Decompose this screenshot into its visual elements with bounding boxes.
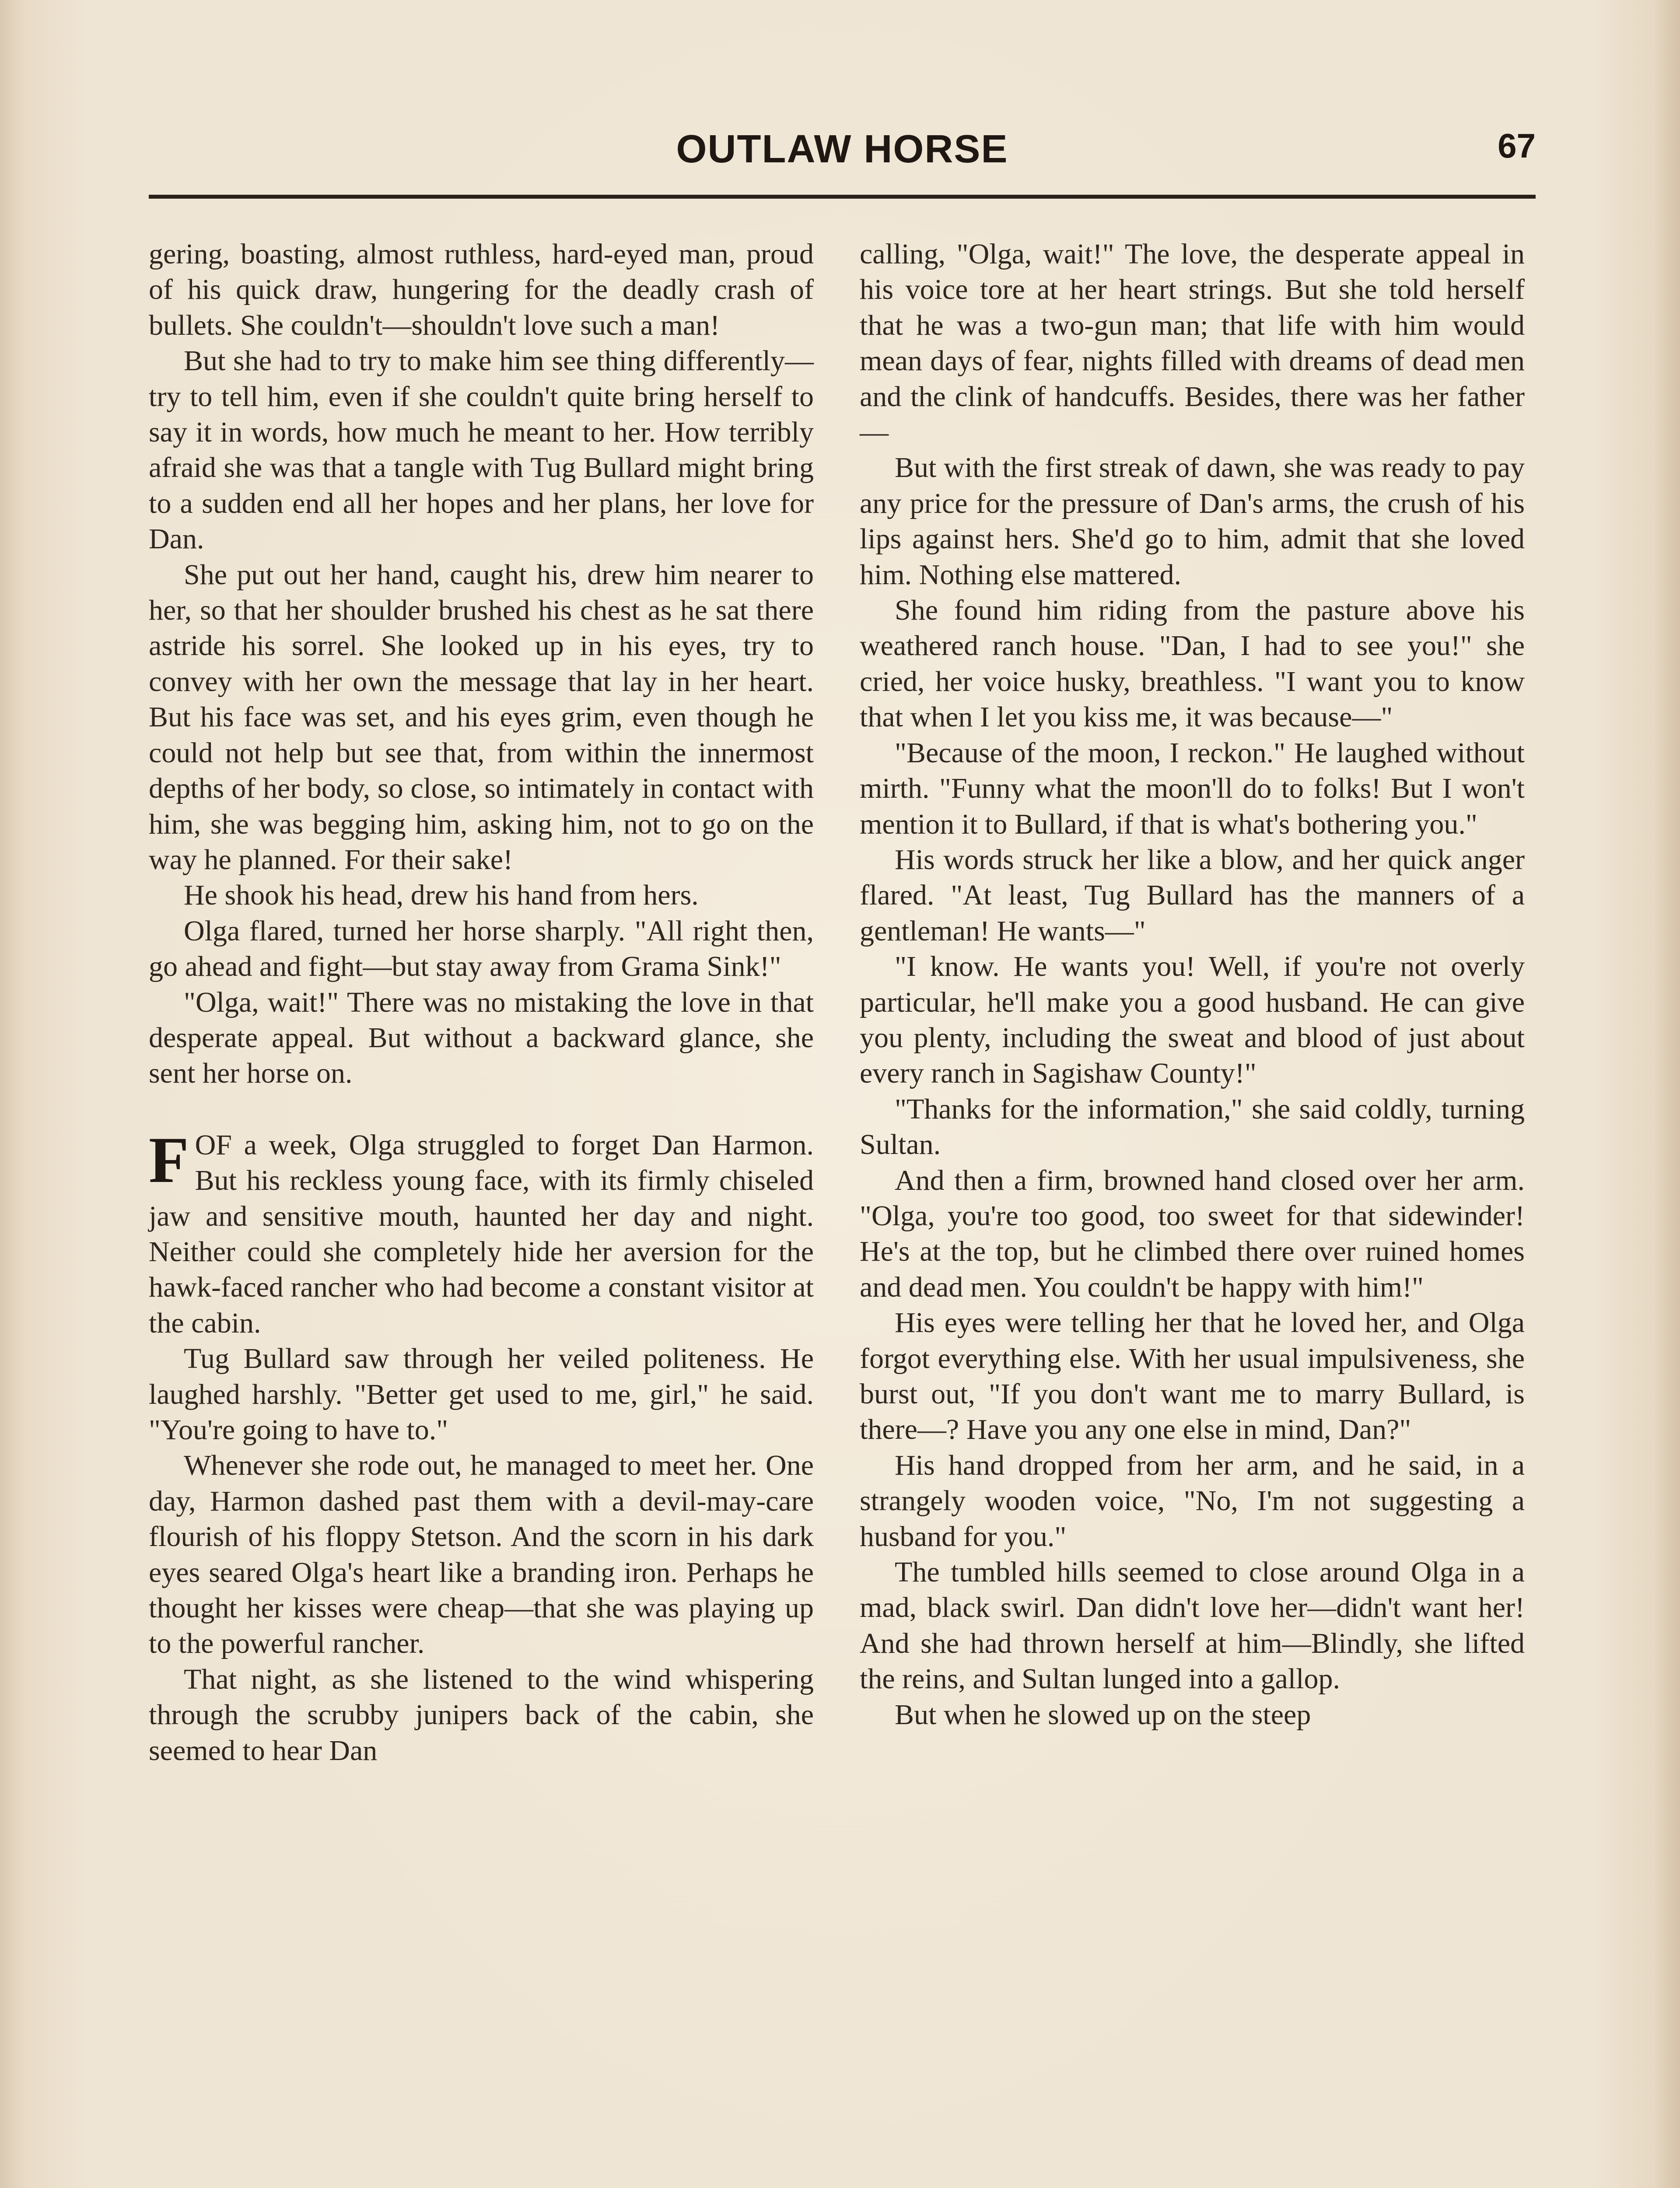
paragraph: But when he slowed up on the steep: [895, 1698, 1311, 1731]
paragraph: "Thanks for the information," she said coldly, turning Sultan.: [860, 1093, 1525, 1161]
right-column: [860, 236, 1525, 1732]
story-title: OUTLAW HORSE: [676, 127, 1008, 171]
paragraph: She put out her hand, caught his, drew him nearer to her, so that her shoulder brushed his chest as he sat there astride his sorrel. She looked up in his eyes, try to convey with her own the message that lay in her heart. But his face was set, and his eyes grim, even though he could not help but see that, from within the innermost depths of her body, so close, so intimately in contact with him, she was begging him, asking him, not to go on the way he planned. For their sake!: [149, 558, 814, 876]
paragraph: Tug Bullard saw through her veiled politeness. He laughed harshly. "Better get used to me, girl," he said. "You're going to have to.": [149, 1343, 814, 1446]
left-column: [149, 236, 814, 1768]
section-start-paragraph: [149, 1123, 814, 1341]
drop-cap: F: [149, 1123, 189, 1196]
paragraph: "Because of the moon, I reckon." He laughed without mirth. "Funny what the moon'll do to folks! But I won't mention it to Bullard, if that is what's bothering you.": [860, 736, 1525, 840]
paragraph: calling, "Olga, wait!" The love, the desperate appeal in his voice tore at her heart strings. But she told herself that he was a two-gun man; that life with him would mean days of fear, nights filled with dreams of dead men and the clink of handcuffs. Besides, there was her father—: [860, 238, 1525, 449]
header-rule: [149, 195, 1536, 199]
page-header: [149, 118, 1536, 184]
paragraph: gering, boasting, almost ruthless, hard-eyed man, proud of his quick draw, hungering for the deadly crash of bullets. She couldn't—shouldn't love such a man!: [149, 238, 814, 341]
paragraph: That night, as she listened to the wind whispering through the scrubby junipers back of the cabin, she seemed to hear Dan: [149, 1663, 814, 1767]
paragraph-text: OF a week, Olga struggled to forget Dan Harmon. But his reckless young face, with its firmly chiseled jaw and sensitive mouth, haunted her day and night. Neither could she completely hide her aversion for the hawk-faced rancher who had become a constant visitor at the cabin.: [149, 1129, 814, 1339]
paragraph: She found him riding from the pasture above his weathered ranch house. "Dan, I had to see you!" she cried, her voice husky, breathless. "I want you to know that when I let you kiss me, it was because—": [860, 594, 1525, 733]
paragraph: But with the first streak of dawn, she was ready to pay any price for the pressure of Dan's arms, the crush of his lips against hers. She'd go to him, admit that she loved him. Nothing else mattered.: [860, 452, 1525, 591]
paragraph: His hand dropped from her arm, and he said, in a strangely wooden voice, "No, I'm not suggesting a husband for you.": [860, 1449, 1525, 1553]
paragraph: His words struck her like a blow, and her quick anger flared. "At least, Tug Bullard has the manners of a gentleman! He wants—": [860, 843, 1525, 947]
paragraph: The tumbled hills seemed to close around Olga in a mad, black swirl. Dan didn't love her—didn't want her! And she had thrown herself at him—Blindly, she lifted the reins, and Sultan lunged into a gallop.: [860, 1556, 1525, 1695]
paragraph: "I know. He wants you! Well, if you're not overly particular, he'll make you a good husband. He can give you plenty, including the sweat and blood of just about every ranch in Sagishaw County!": [860, 950, 1525, 1090]
paragraph: But she had to try to make him see thing differently—try to tell him, even if she couldn't quite bring herself to say it in words, how much he meant to her. How terribly afraid she was that a tangle with Tug Bullard might bring to a sudden end all her hopes and her plans, her love for Dan.: [149, 345, 814, 555]
paragraph: He shook his head, drew his hand from hers.: [184, 879, 699, 912]
page-number: 67: [1498, 126, 1536, 165]
paragraph: His eyes were telling her that he loved her, and Olga forgot everything else. With her usual impulsiveness, she burst out, "If you don't want me to marry Bullard, is there—? Have you any one else in mind, Dan?": [860, 1307, 1525, 1446]
paragraph: Whenever she rode out, he managed to meet her. One day, Harmon dashed past them with a devil-may-care flourish of his floppy Stetson. And the scorn in his dark eyes seared Olga's heart like a branding iron. Perhaps he thought her kisses were cheap—that she was playing up to the powerful rancher.: [149, 1449, 814, 1660]
paragraph: Olga flared, turned her horse sharply. "All right then, go ahead and fight—but stay away from Grama Sink!": [149, 915, 814, 983]
paragraph: "Olga, wait!" There was no mistaking the love in that desperate appeal. But without a backward glance, she sent her horse on.: [149, 986, 814, 1090]
paragraph: And then a firm, browned hand closed over her arm. "Olga, you're too good, too sweet for that sidewinder! He's at the top, but he climbed there over ruined homes and dead men. You couldn't be happy with him!": [860, 1164, 1525, 1303]
